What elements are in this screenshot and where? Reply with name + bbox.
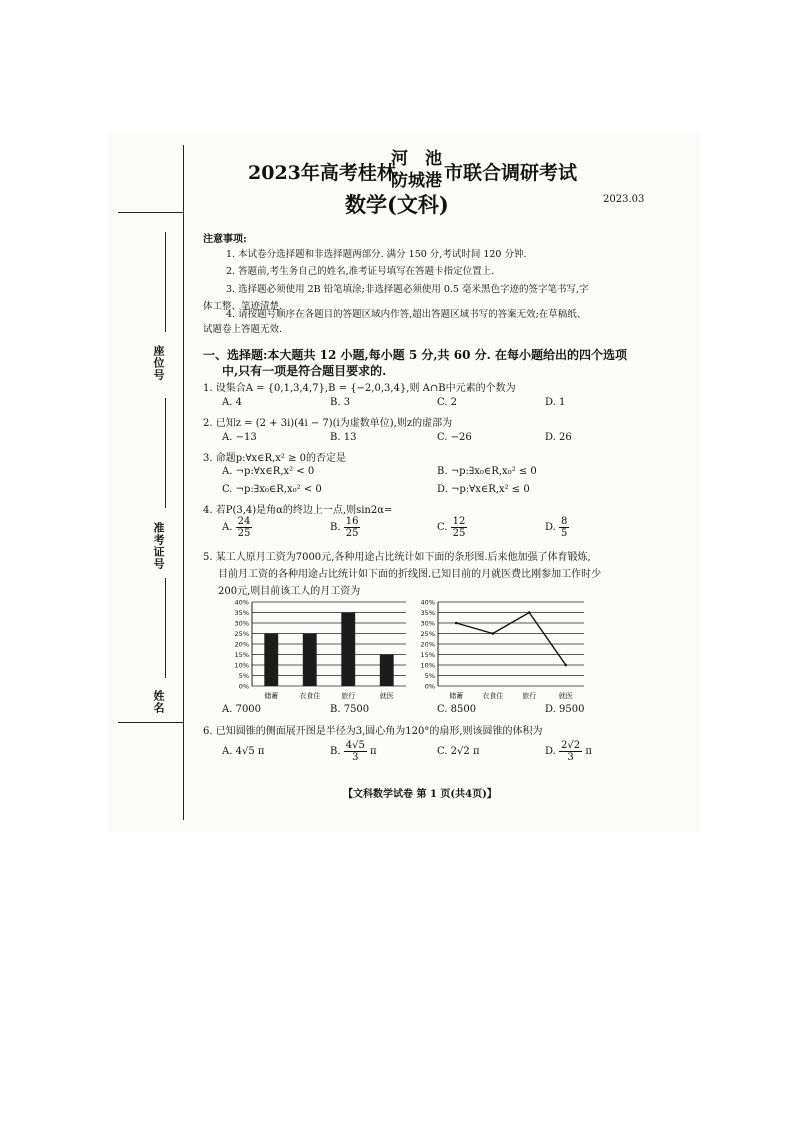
name-label: 姓名 xyxy=(152,690,165,714)
y-tick-label: 0% xyxy=(424,682,435,691)
x-tick-label: 就医 xyxy=(558,692,573,700)
q6-stem: 6. 已知圆锥的侧面展开图是半径为3,圆心角为120°的扇形,则该圆锥的体积为 xyxy=(203,726,543,737)
y-tick-label: 0% xyxy=(238,682,249,691)
x-tick-label: 旅行 xyxy=(341,692,356,700)
note-4: 4. 请按题号顺序在各题目的答题区域内作答,超出答题区域书写的答案无效;在草稿纸、 xyxy=(226,309,587,320)
q6-option-c: C. 2√2 π xyxy=(437,746,480,757)
q2-option-a: A. −13 xyxy=(222,432,257,443)
q3-stem: 3. 命题p:∀x∈R,x² ≥ 0的否定是 xyxy=(203,453,347,464)
y-tick-label: 10% xyxy=(420,661,435,670)
y-tick-label: 15% xyxy=(420,651,435,659)
q5-option-c: C. 8500 xyxy=(437,704,477,715)
title-city-bottom: 防城港 xyxy=(391,171,442,191)
note-2: 2. 答题前,考生务自己的姓名,准考证号填写在答题卡指定位置上. xyxy=(226,266,495,277)
q4-option-d: D. $\frac{8}{5}$ xyxy=(545,516,568,539)
q5-stem-line3: 200元,则目前该工人的月工资为 xyxy=(218,586,361,597)
section-heading: 一、选择题:本大题共 12 小题,每小题 5 分,共 60 分. 在每小题给出的四个选项 xyxy=(203,348,627,362)
note-3: 3. 选择题必须使用 2B 铅笔填涂;非选择题必须使用 0.5 毫米黑色字迹的签字笔书写,字 xyxy=(226,284,589,295)
notes-heading: 注意事项: xyxy=(203,234,247,245)
q2-option-c: C. −26 xyxy=(437,432,472,443)
bar xyxy=(341,613,355,687)
x-tick-label: 储蓄 xyxy=(264,692,279,700)
q5-stem-line1: 5. 某工人原月工资为7000元,各种用途占比统计如下面的条形图.后来他加强了体育锻炼, xyxy=(203,552,591,563)
seat-number-label: 座位号 xyxy=(152,345,165,381)
series-line xyxy=(456,613,566,666)
q1-option-c: C. 2 xyxy=(437,397,458,408)
margin-rule-top xyxy=(118,212,183,213)
q1-option-d: D. 1 xyxy=(545,397,566,408)
q6-option-d: D. $\frac{2√2}{3}$ π xyxy=(545,740,592,763)
q3-option-b: B. ¬p:∃x₀∈R,x₀² ≤ 0 xyxy=(437,466,537,477)
exam-id-underline xyxy=(165,398,166,508)
bar-chart xyxy=(226,596,412,704)
y-tick-label: 15% xyxy=(234,651,249,659)
q5-stem-line2: 目前月工资的各种用途占比统计如下面的折线图.已知目前的月就医费比刚参加工作时少 xyxy=(218,569,602,580)
note-4-cont: 试题卷上答题无效. xyxy=(203,324,283,335)
y-tick-label: 25% xyxy=(234,630,249,638)
q6-option-b: B. $\frac{4√5}{3}$ π xyxy=(330,740,377,763)
q1-stem: 1. 设集合A = {0,1,3,4,7},B = {−2,0,3,4},则 A∩B中元素的个数为 xyxy=(203,383,516,394)
title-prefix: 2023年高考桂林 xyxy=(248,162,396,184)
y-tick-label: 30% xyxy=(234,619,249,628)
q4-option-b: B. $\frac{16}{25}$ xyxy=(330,516,359,539)
exam-date: 2023.03 xyxy=(603,194,645,205)
y-tick-label: 5% xyxy=(424,672,435,680)
q4-option-a: A. $\frac{24}{25}$ xyxy=(222,516,251,539)
q2-stem: 2. 已知z = (2 + 3i)(4i − 7)(i为虚数单位),则z的虚部为 xyxy=(203,418,453,429)
y-tick-label: 30% xyxy=(420,619,435,628)
title-city-top: 河 池 xyxy=(391,149,442,169)
y-tick-label: 40% xyxy=(420,598,435,607)
y-tick-label: 10% xyxy=(234,661,249,670)
q1-option-a: A. 4 xyxy=(222,397,242,408)
q5-option-a: A. 7000 xyxy=(222,704,262,715)
y-tick-label: 20% xyxy=(234,640,249,649)
x-tick-label: 就医 xyxy=(379,692,394,700)
x-tick-label: 旅行 xyxy=(522,692,537,700)
subject-title: 数学(文科) xyxy=(345,192,449,217)
page-footer: 【文科数学试卷 第 1 页(共4页)】 xyxy=(343,789,497,800)
q4-option-c: C. $\frac{12}{25}$ xyxy=(437,516,466,539)
y-tick-label: 35% xyxy=(420,609,435,617)
name-underline xyxy=(165,578,166,678)
line-chart xyxy=(412,596,590,704)
margin-rule-bottom xyxy=(118,722,183,723)
x-tick-label: 衣食住 xyxy=(299,692,321,700)
q3-option-a: A. ¬p:∀x∈R,x² < 0 xyxy=(222,466,315,477)
note-3-cont: 体工整、笔迹清楚. xyxy=(203,301,283,312)
y-tick-label: 20% xyxy=(420,640,435,649)
data-point xyxy=(455,622,458,625)
title-suffix: 市联合调研考试 xyxy=(444,162,578,184)
x-tick-label: 衣食住 xyxy=(482,692,504,700)
q5-option-d: D. 9500 xyxy=(545,704,585,715)
x-tick-label: 储蓄 xyxy=(449,692,464,700)
binding-line xyxy=(183,145,184,820)
y-tick-label: 40% xyxy=(234,598,249,607)
bar xyxy=(303,634,317,687)
y-tick-label: 35% xyxy=(234,609,249,617)
q1-option-b: B. 3 xyxy=(330,397,351,408)
data-point xyxy=(491,632,494,635)
data-point xyxy=(528,611,531,614)
y-tick-label: 5% xyxy=(238,672,249,680)
y-tick-label: 25% xyxy=(420,630,435,638)
bar xyxy=(264,634,278,687)
data-point xyxy=(564,664,567,667)
q5-option-b: B. 7500 xyxy=(330,704,370,715)
note-1: 1. 本试卷分选择题和非选择题两部分. 满分 150 分,考试时间 120 分钟. xyxy=(226,249,527,260)
q3-option-c: C. ¬p:∃x₀∈R,x₀² < 0 xyxy=(222,484,322,495)
section-heading-cont: 中,只有一项是符合题目要求的. xyxy=(222,364,387,378)
exam-id-label: 准考证号 xyxy=(152,522,165,570)
q6-option-a: A. 4√5 π xyxy=(222,746,265,757)
q3-option-d: D. ¬p:∀x∈R,x² ≤ 0 xyxy=(437,484,530,495)
q4-stem: 4. 若P(3,4)是角α的终边上一点,则sin2α= xyxy=(203,505,393,516)
q2-option-d: D. 26 xyxy=(545,432,572,443)
q2-option-b: B. 13 xyxy=(330,432,357,443)
seat-underline xyxy=(165,232,166,332)
bar xyxy=(380,655,394,687)
